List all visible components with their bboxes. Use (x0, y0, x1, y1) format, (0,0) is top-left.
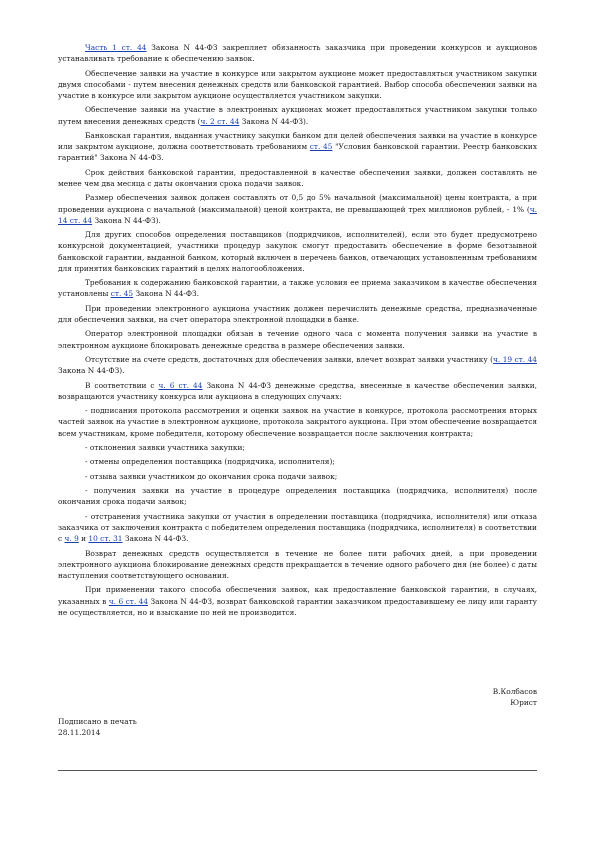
paragraph-text: - отстранения участника закупки от участия в определении поставщика (подрядчика, исполнителя) или отказа заказчика от заключения контракта с победителем определения поставщика (подрядчика, исполнителя) в соответствии с (58, 511, 537, 544)
paragraph (58, 548, 537, 582)
paragraph-text: При проведении электронного аукциона участник должен перечислить денежные средства, предназначенные для обеспечения заявки, на счет оператора электронной площадки в банке. (58, 303, 537, 324)
author-signature (493, 686, 537, 708)
paragraph (58, 511, 537, 545)
paragraph (58, 68, 537, 102)
paragraph-text: Закона N 44-ФЗ. (122, 534, 189, 544)
paragraph (58, 485, 537, 507)
signed-for-print (58, 716, 137, 738)
paragraph (58, 192, 537, 226)
law-reference-link[interactable]: ч. 6 ст. 44 (158, 380, 203, 390)
paragraph (58, 104, 537, 126)
paragraph-text: Требования к содержанию банковской гарантии, а также условия ее приема заказчиком в качестве обеспечения установлены (58, 278, 537, 299)
paragraph-text: Закона N 44-ФЗ). (239, 116, 309, 126)
paragraph (58, 584, 537, 618)
paragraph (58, 471, 537, 482)
paragraph-text: - отмены определения поставщика (подрядчика, исполнителя); (85, 457, 335, 467)
paragraph-text: - отклонения заявки участника закупки; (85, 442, 245, 452)
law-reference-link[interactable]: ст. 45 (309, 142, 333, 152)
paragraph-text: Отсутствие на счете средств, достаточных для обеспечения заявки, влечет возврат заявки участнику ( (85, 354, 494, 364)
paragraph-text: Банковская гарантия, выданная участнику закупки банком для целей обеспечения заявки на участие в конкурсе или закрытом аукционе, должна соответствовать требованиям (58, 130, 537, 152)
law-reference-link[interactable]: ч. 14 ст. 44 (58, 204, 537, 225)
law-reference-link[interactable]: ст. 45 (110, 289, 134, 299)
paragraph-text: Обеспечение заявки на участие в конкурсе или закрытом аукционе может предоставляться участником закупки двумя способами - путем внесения денежных средств или банковской гарантией. Выбор способа обеспечения заявки на участие в конкурсе или закрытом аукционе осуществляется участником закупки. (58, 68, 537, 100)
paragraph-text: В соответствии с (85, 380, 159, 390)
paragraph-text: Срок действия банковской гарантии, предоставленной в качестве обеспечения заявки, должен составлять не менее чем два месяца с даты окончания срока подачи заявок. (58, 167, 537, 188)
paragraph (58, 229, 537, 274)
paragraph-text: Закона N 44-ФЗ, возврат банковской гарантии заказчиком предоставившему ее лицу или гаранту не осуществляется, но и взыскание по ней не производится. (58, 596, 537, 617)
paragraph (58, 130, 537, 164)
paragraph (58, 354, 537, 376)
paragraph-text: - подписания протокола рассмотрения и оценки заявок на участие в конкурсе, протокола рассмотрения вторых частей заявок на участие в электронном аукционе, протокола закрытого аукциона. При этом обеспечение возвращается всем участникам, кроме победителя, которому обеспечение возвращается после заключения контракта; (58, 406, 537, 438)
paragraph-text: Для других способов определения поставщиков (подрядчиков, исполнителей), если это будет предусмотрено конкурсной документацией, участники процедур закупок смогут предоставить обеспечение в форме безотзывной банковской гарантии, выданной банком, который включен в перечень банков, отвечающих установленным требованиям для принятия банковских гарантий в целях налогообложения. (58, 230, 537, 273)
paragraph-text: - отзыва заявки участником до окончания срока подачи заявок; (85, 471, 338, 481)
paragraph (58, 380, 537, 402)
law-reference-link[interactable]: ч. 9 (64, 534, 79, 544)
paragraph (58, 405, 537, 439)
paragraph-text: Закона N 44-ФЗ). (92, 215, 161, 225)
paragraph-text: Закона N 44-ФЗ денежные средства, внесенные в качестве обеспечения заявки, возвращаются участнику конкурса или аукциона в следующих случаях: (58, 380, 537, 401)
paragraph-text: Закона N 44-ФЗ. (133, 289, 200, 299)
footer-divider (58, 770, 537, 771)
paragraph (58, 303, 537, 325)
paragraph-text: Оператор электронной площадки обязан в течение одного часа с момента получения заявки на участие в электронном аукционе блокировать денежные средства в размере обеспечения заявки. (58, 329, 537, 350)
paragraph-text: - получения заявки на участие в процедуре определения поставщика (подрядчика, исполнителя) после окончания срока подачи заявок; (58, 486, 537, 507)
paragraph (58, 277, 537, 299)
paragraph-text: Возврат денежных средств осуществляется в течение не более пяти рабочих дней, а при проведении электронного аукциона блокирование денежных средств прекращается в течение одного рабочего дня (не более) с даты наступления соответствующего основания. (58, 548, 537, 580)
paragraph-text: "Условия банковской гарантии. Реестр банковских гарантий" Закона N 44-ФЗ. (58, 142, 537, 163)
law-reference-link[interactable]: 10 ст. 31 (88, 534, 123, 544)
paragraph (58, 328, 537, 350)
paragraph (58, 167, 537, 189)
paragraph-text: Закона N 44-ФЗ). (58, 366, 125, 376)
paragraph (58, 456, 537, 467)
paragraph-text: Размер обеспечения заявок должен составлять от 0,5 до 5% начальной (максимальной) цены контракта, а при проведении аукциона с начальной (максимальной) ценой контракта, не превышающей трех миллионов рублей, - 1% ( (58, 193, 537, 214)
paragraph-text: При применении такого способа обеспечения заявок, как предоставление банковской гарантии, в случаях, указанных в (58, 585, 537, 606)
law-reference-link[interactable]: ч. 6 ст. 44 (108, 596, 149, 606)
author-position: Юрист (510, 698, 537, 708)
paragraph-text: Обеспечение заявки на участие в электронных аукционах может предоставляться участником закупки только путем внесения денежных средств ( (58, 105, 537, 126)
paragraph-text: и (78, 534, 89, 544)
paragraph (58, 442, 537, 453)
signed-label: Подписано в печать (58, 717, 137, 726)
law-reference-link[interactable]: ч. 2 ст. 44 (200, 116, 240, 126)
law-reference-link[interactable]: Часть 1 ст. 44 (85, 43, 147, 52)
signed-date: 28.11.2014 (58, 728, 101, 738)
document-body (58, 42, 537, 621)
paragraph-text: Закона N 44-ФЗ закрепляет обязанность заказчика при проведении конкурсов и аукционов устанавливать требование к обеспечению заявок. (58, 43, 538, 64)
law-reference-link[interactable]: ч. 19 ст. 44 (493, 354, 538, 364)
paragraph (58, 42, 537, 64)
author-name: В.Колбасов (492, 687, 537, 696)
